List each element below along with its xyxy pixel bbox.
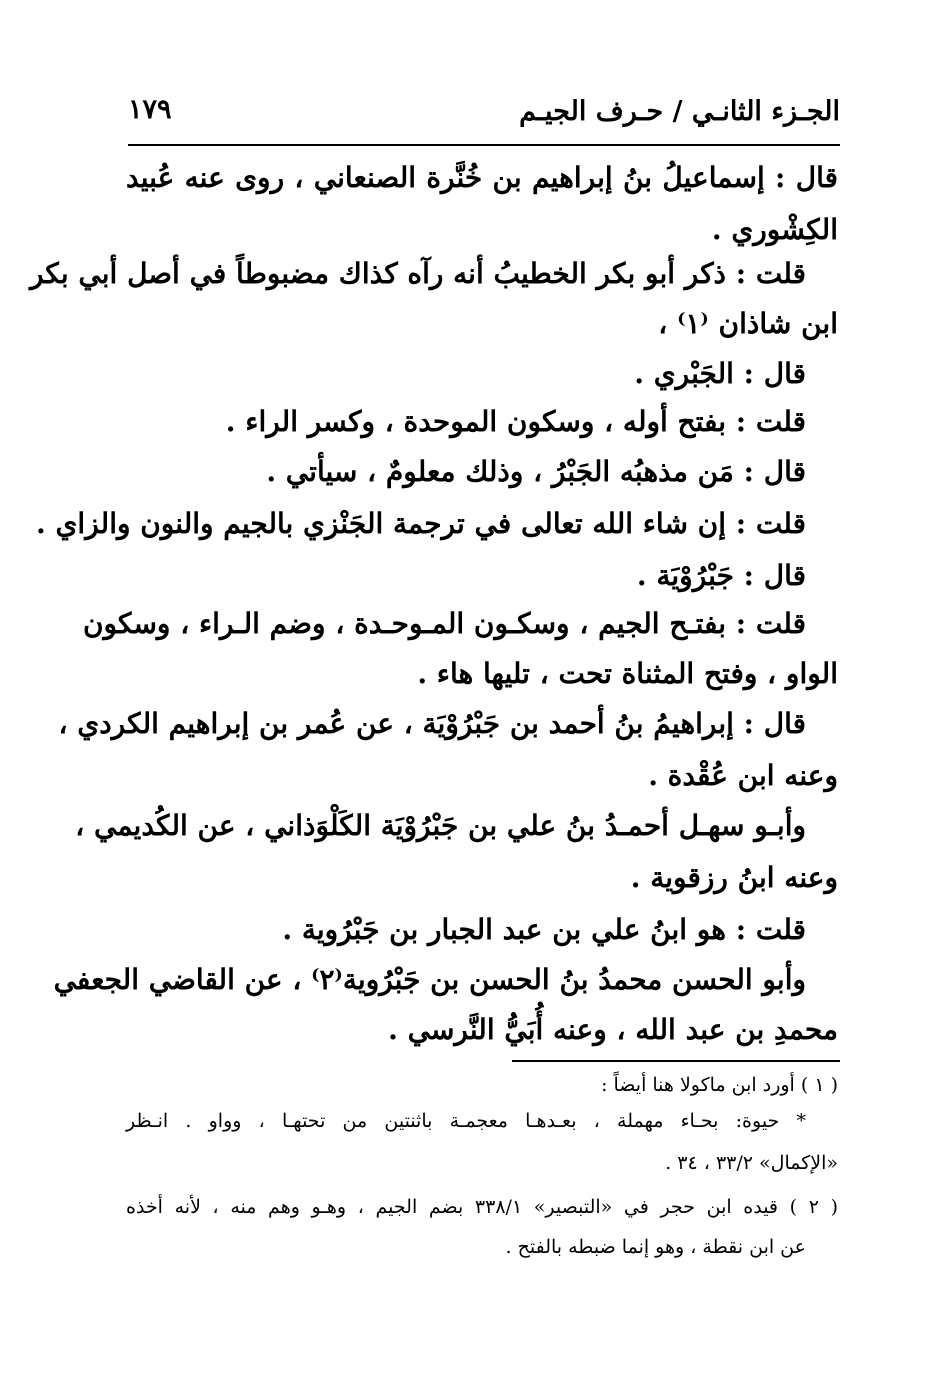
body-line: محمدِ بن عبد الله ، وعنه أُبَيُّ النَّرسي .: [388, 1013, 838, 1046]
header-title: الجـزء الثانـي / حـرف الجيـم: [519, 96, 840, 127]
running-header: [128, 94, 840, 146]
body-line: الكِشْوري .: [711, 213, 838, 246]
body-line: قال : جَبْرُوْيَة .: [636, 559, 806, 592]
body-line: قال : مَن مذهبُه الجَبْرُ ، وذلك معلومٌ ، سيأتي .: [266, 455, 806, 488]
footnote-line: * حيوة: بحـاء مهملة ، بعـدهـا معجمـة باثنتين من تحتهـا ، وواو . انـظر: [126, 1110, 806, 1132]
body-line: قلت : بفتح أوله ، وسكون الموحدة ، وكسر الراء .: [225, 405, 806, 438]
body-line: وأبـو سهـل أحمـدُ بنُ علي بن جَبْرُوْيَة الكَلْوَذاني ، عن الكُديمي ،: [75, 809, 806, 842]
body-line: وعنه ابن عُقْدة .: [648, 759, 838, 792]
body-line: قال : إسماعيلُ بنُ إبراهيم بن خُنَّرة الصنعاني ، روى عنه عُبيد: [126, 161, 838, 194]
body-line: وعنه ابنُ رزقوية .: [630, 861, 838, 894]
body-line: وأبو الحسن محمدُ بنُ الحسن بن جَبْرُوية⁽٢⁾ ، عن القاضي الجعفي: [53, 963, 806, 996]
page-number: ١٧٩: [128, 94, 172, 125]
footnote-line: ( ١ ) أورد ابن ماكولا هنا أيضاً :: [601, 1074, 838, 1096]
footnote-separator: [512, 1060, 840, 1062]
body-line: قلت : هو ابنُ علي بن عبد الجبار بن جَبْرُوية .: [282, 913, 806, 946]
body-line: الواو ، وفتح المثناة تحت ، تليها هاء .: [417, 657, 838, 690]
footnote-line: ( ٢ ) قيده ابن حجر في «التبصير» ٣٣٨/١ بضم الجيم ، وهـو وهم منه ، لأنه أخذه: [126, 1196, 838, 1218]
body-line: ابن شاذان ⁽١⁾ ،: [658, 307, 838, 340]
body-line: قال : إبراهيمُ بنُ أحمد بن جَبْرُوْيَة ، عن عُمر بن إبراهيم الكردي ،: [58, 707, 806, 740]
body-line: قلت : بفتـح الجيم ، وسكـون المـوحـدة ، وضم الـراء ، وسكون: [82, 607, 806, 640]
footnote-line: «الإكمال» ٣٣/٢ ، ٣٤ .: [665, 1152, 838, 1174]
body-line: قلت : إن شاء الله تعالى في ترجمة الجَنْزي بالجيم والنون والزاي .: [36, 507, 806, 540]
body-line: قلت : ذكر أبو بكر الخطيبُ أنه رآه كذاك مضبوطاً في أصل أبي بكر: [29, 257, 806, 290]
footnote-line: عن ابن نقطة ، وهو إنما ضبطه بالفتح .: [505, 1236, 806, 1258]
body-line: قال : الجَبْري .: [634, 357, 806, 390]
